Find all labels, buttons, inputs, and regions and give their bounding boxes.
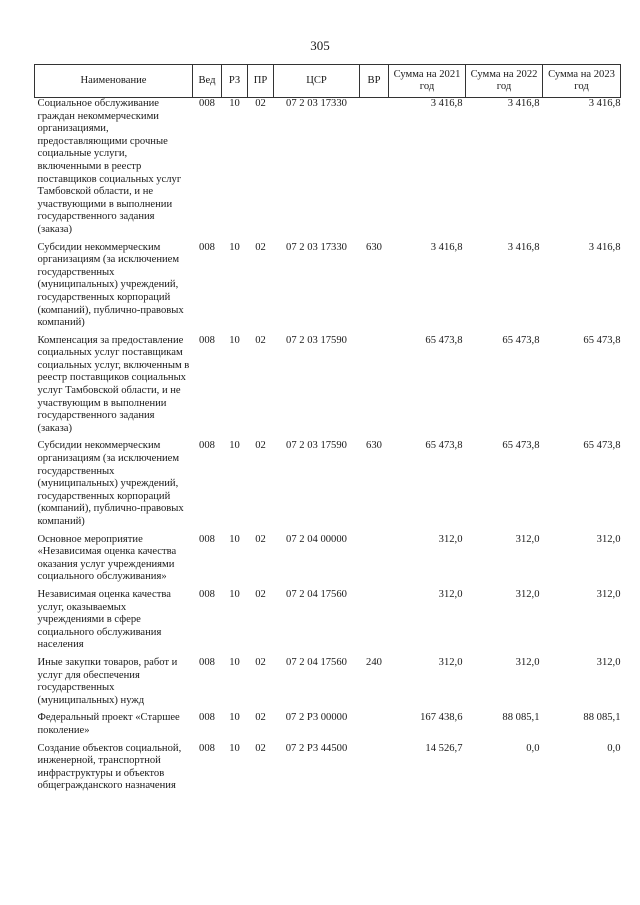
- row-vr: [360, 741, 389, 796]
- row-name: Субсидии некоммерческим организациям (за исключением государственных (муниципальных) учреждений, государственных корпораций (компаний), публично-правовых компаний): [37, 241, 184, 329]
- row-name: Иные закупки товаров, работ и услуг для обеспечения государственных (муниципальных) нужд: [37, 656, 178, 706]
- table-row: [35, 438, 621, 531]
- row-pr: 02: [255, 533, 266, 545]
- row-csr: 07 2 03 17330: [286, 241, 347, 253]
- row-sum-2022: 3 416,8: [507, 241, 540, 253]
- table-row: [35, 587, 621, 655]
- header-pr: ПР: [248, 65, 274, 98]
- row-vr: [360, 710, 389, 740]
- row-sum-2021: 312,0: [438, 533, 463, 545]
- row-rz: 10: [229, 656, 240, 668]
- row-sum-2021: 167 438,6: [420, 712, 463, 724]
- budget-table: [34, 64, 621, 796]
- header-sum-2023: Сумма на 2023 год: [543, 65, 621, 98]
- row-rz: 10: [229, 241, 240, 253]
- row-rz: 10: [229, 440, 240, 452]
- row-pr: 02: [255, 656, 266, 668]
- row-ved: 008: [199, 440, 215, 452]
- row-name: Независимая оценка качества услуг, оказываемых учреждениями в сфере социального обслуживания населения: [37, 588, 171, 651]
- row-sum-2021: 312,0: [438, 656, 463, 668]
- row-sum-2022: 0,0: [526, 742, 540, 754]
- row-vr: [360, 587, 389, 655]
- row-sum-2023: 0,0: [607, 742, 621, 754]
- row-ved: 008: [199, 588, 215, 600]
- row-vr: [360, 333, 389, 439]
- row-sum-2022: 3 416,8: [507, 98, 540, 109]
- page-number: 305: [310, 38, 330, 53]
- row-rz: 10: [229, 742, 240, 754]
- row-ved: 008: [199, 241, 215, 253]
- row-sum-2021: 312,0: [438, 588, 463, 600]
- row-sum-2022: 88 085,1: [502, 712, 540, 724]
- row-sum-2023: 88 085,1: [583, 712, 621, 724]
- row-pr: 02: [255, 440, 266, 452]
- row-sum-2021: 14 526,7: [425, 742, 463, 754]
- row-ved: 008: [199, 98, 215, 109]
- row-csr: 07 2 P3 44500: [285, 742, 348, 754]
- row-sum-2022: 65 473,8: [502, 440, 540, 452]
- row-ved: 008: [199, 712, 215, 724]
- row-sum-2023: 3 416,8: [588, 98, 621, 109]
- row-csr: 07 2 P3 00000: [285, 712, 348, 724]
- row-pr: 02: [255, 98, 266, 109]
- row-pr: 02: [255, 588, 266, 600]
- row-pr: 02: [255, 712, 266, 724]
- header-rz: РЗ: [222, 65, 248, 98]
- row-sum-2023: 312,0: [596, 588, 621, 600]
- header-name: Наименование: [35, 65, 193, 98]
- row-name: Федеральный проект «Старшее поколение»: [37, 712, 180, 736]
- table-row: [35, 655, 621, 710]
- row-pr: 02: [255, 241, 266, 253]
- header-sum-2021: Сумма на 2021 год: [389, 65, 466, 98]
- row-sum-2021: 65 473,8: [425, 440, 463, 452]
- row-rz: 10: [229, 334, 240, 346]
- row-sum-2022: 65 473,8: [502, 334, 540, 346]
- row-vr: 240: [366, 656, 382, 668]
- row-sum-2022: 312,0: [515, 588, 540, 600]
- table-row: [35, 710, 621, 740]
- row-csr: 07 2 03 17590: [286, 334, 347, 346]
- row-rz: 10: [229, 712, 240, 724]
- row-csr: 07 2 04 17560: [286, 656, 347, 668]
- row-ved: 008: [199, 334, 215, 346]
- table-header-row: [35, 65, 621, 98]
- row-ved: 008: [199, 656, 215, 668]
- row-sum-2022: 312,0: [515, 656, 540, 668]
- row-sum-2021: 65 473,8: [425, 334, 463, 346]
- row-vr: [360, 532, 389, 587]
- row-name: Социальное обслуживание граждан некоммерческими организациями, предоставляющими срочные социальные услуги, включенными в реестр поставщиков социальных услуг Тамбовской области, и не участвующими в выполнении государственного задания (заказа): [37, 98, 182, 235]
- row-sum-2023: 65 473,8: [583, 334, 621, 346]
- row-name: Основное мероприятие «Независимая оценка качества оказания услуг учреждениями социального обслуживания»: [37, 533, 177, 583]
- row-sum-2021: 3 416,8: [430, 98, 463, 109]
- row-vr: 630: [366, 440, 382, 452]
- row-csr: 07 2 03 17330: [286, 98, 347, 109]
- row-csr: 07 2 04 00000: [286, 533, 347, 545]
- row-sum-2023: 3 416,8: [588, 241, 621, 253]
- row-ved: 008: [199, 533, 215, 545]
- row-pr: 02: [255, 742, 266, 754]
- table-row: [35, 240, 621, 333]
- row-rz: 10: [229, 533, 240, 545]
- table-row: [35, 98, 621, 240]
- row-name: Создание объектов социальной, инженерной, транспортной инфраструктуры и объектов общегражданского назначения: [37, 742, 182, 792]
- row-sum-2023: 65 473,8: [583, 440, 621, 452]
- row-pr: 02: [255, 334, 266, 346]
- row-csr: 07 2 03 17590: [286, 440, 347, 452]
- table-row: [35, 333, 621, 439]
- row-rz: 10: [229, 98, 240, 109]
- row-sum-2023: 312,0: [596, 656, 621, 668]
- row-vr: 630: [366, 241, 382, 253]
- row-name: Субсидии некоммерческим организациям (за исключением государственных (муниципальных) учреждений, государственных корпораций (компаний), публично-правовых компаний): [37, 440, 184, 527]
- row-rz: 10: [229, 588, 240, 600]
- row-sum-2021: 3 416,8: [430, 241, 463, 253]
- table-row: [35, 741, 621, 796]
- header-ved: Вед: [193, 65, 222, 98]
- row-vr: [360, 98, 389, 240]
- row-csr: 07 2 04 17560: [286, 588, 347, 600]
- header-csr: ЦСР: [274, 65, 360, 98]
- header-vr: ВР: [360, 65, 389, 98]
- row-name: Компенсация за предоставление социальных услуг поставщикам социальных услуг, включенным в реестр поставщиков социальных услуг Тамбовской области, и не участвующим в выполнении государственного задания (заказа): [37, 334, 190, 434]
- row-sum-2023: 312,0: [596, 533, 621, 545]
- table-row: [35, 532, 621, 587]
- row-sum-2022: 312,0: [515, 533, 540, 545]
- row-ved: 008: [199, 742, 215, 754]
- header-sum-2022: Сумма на 2022 год: [466, 65, 543, 98]
